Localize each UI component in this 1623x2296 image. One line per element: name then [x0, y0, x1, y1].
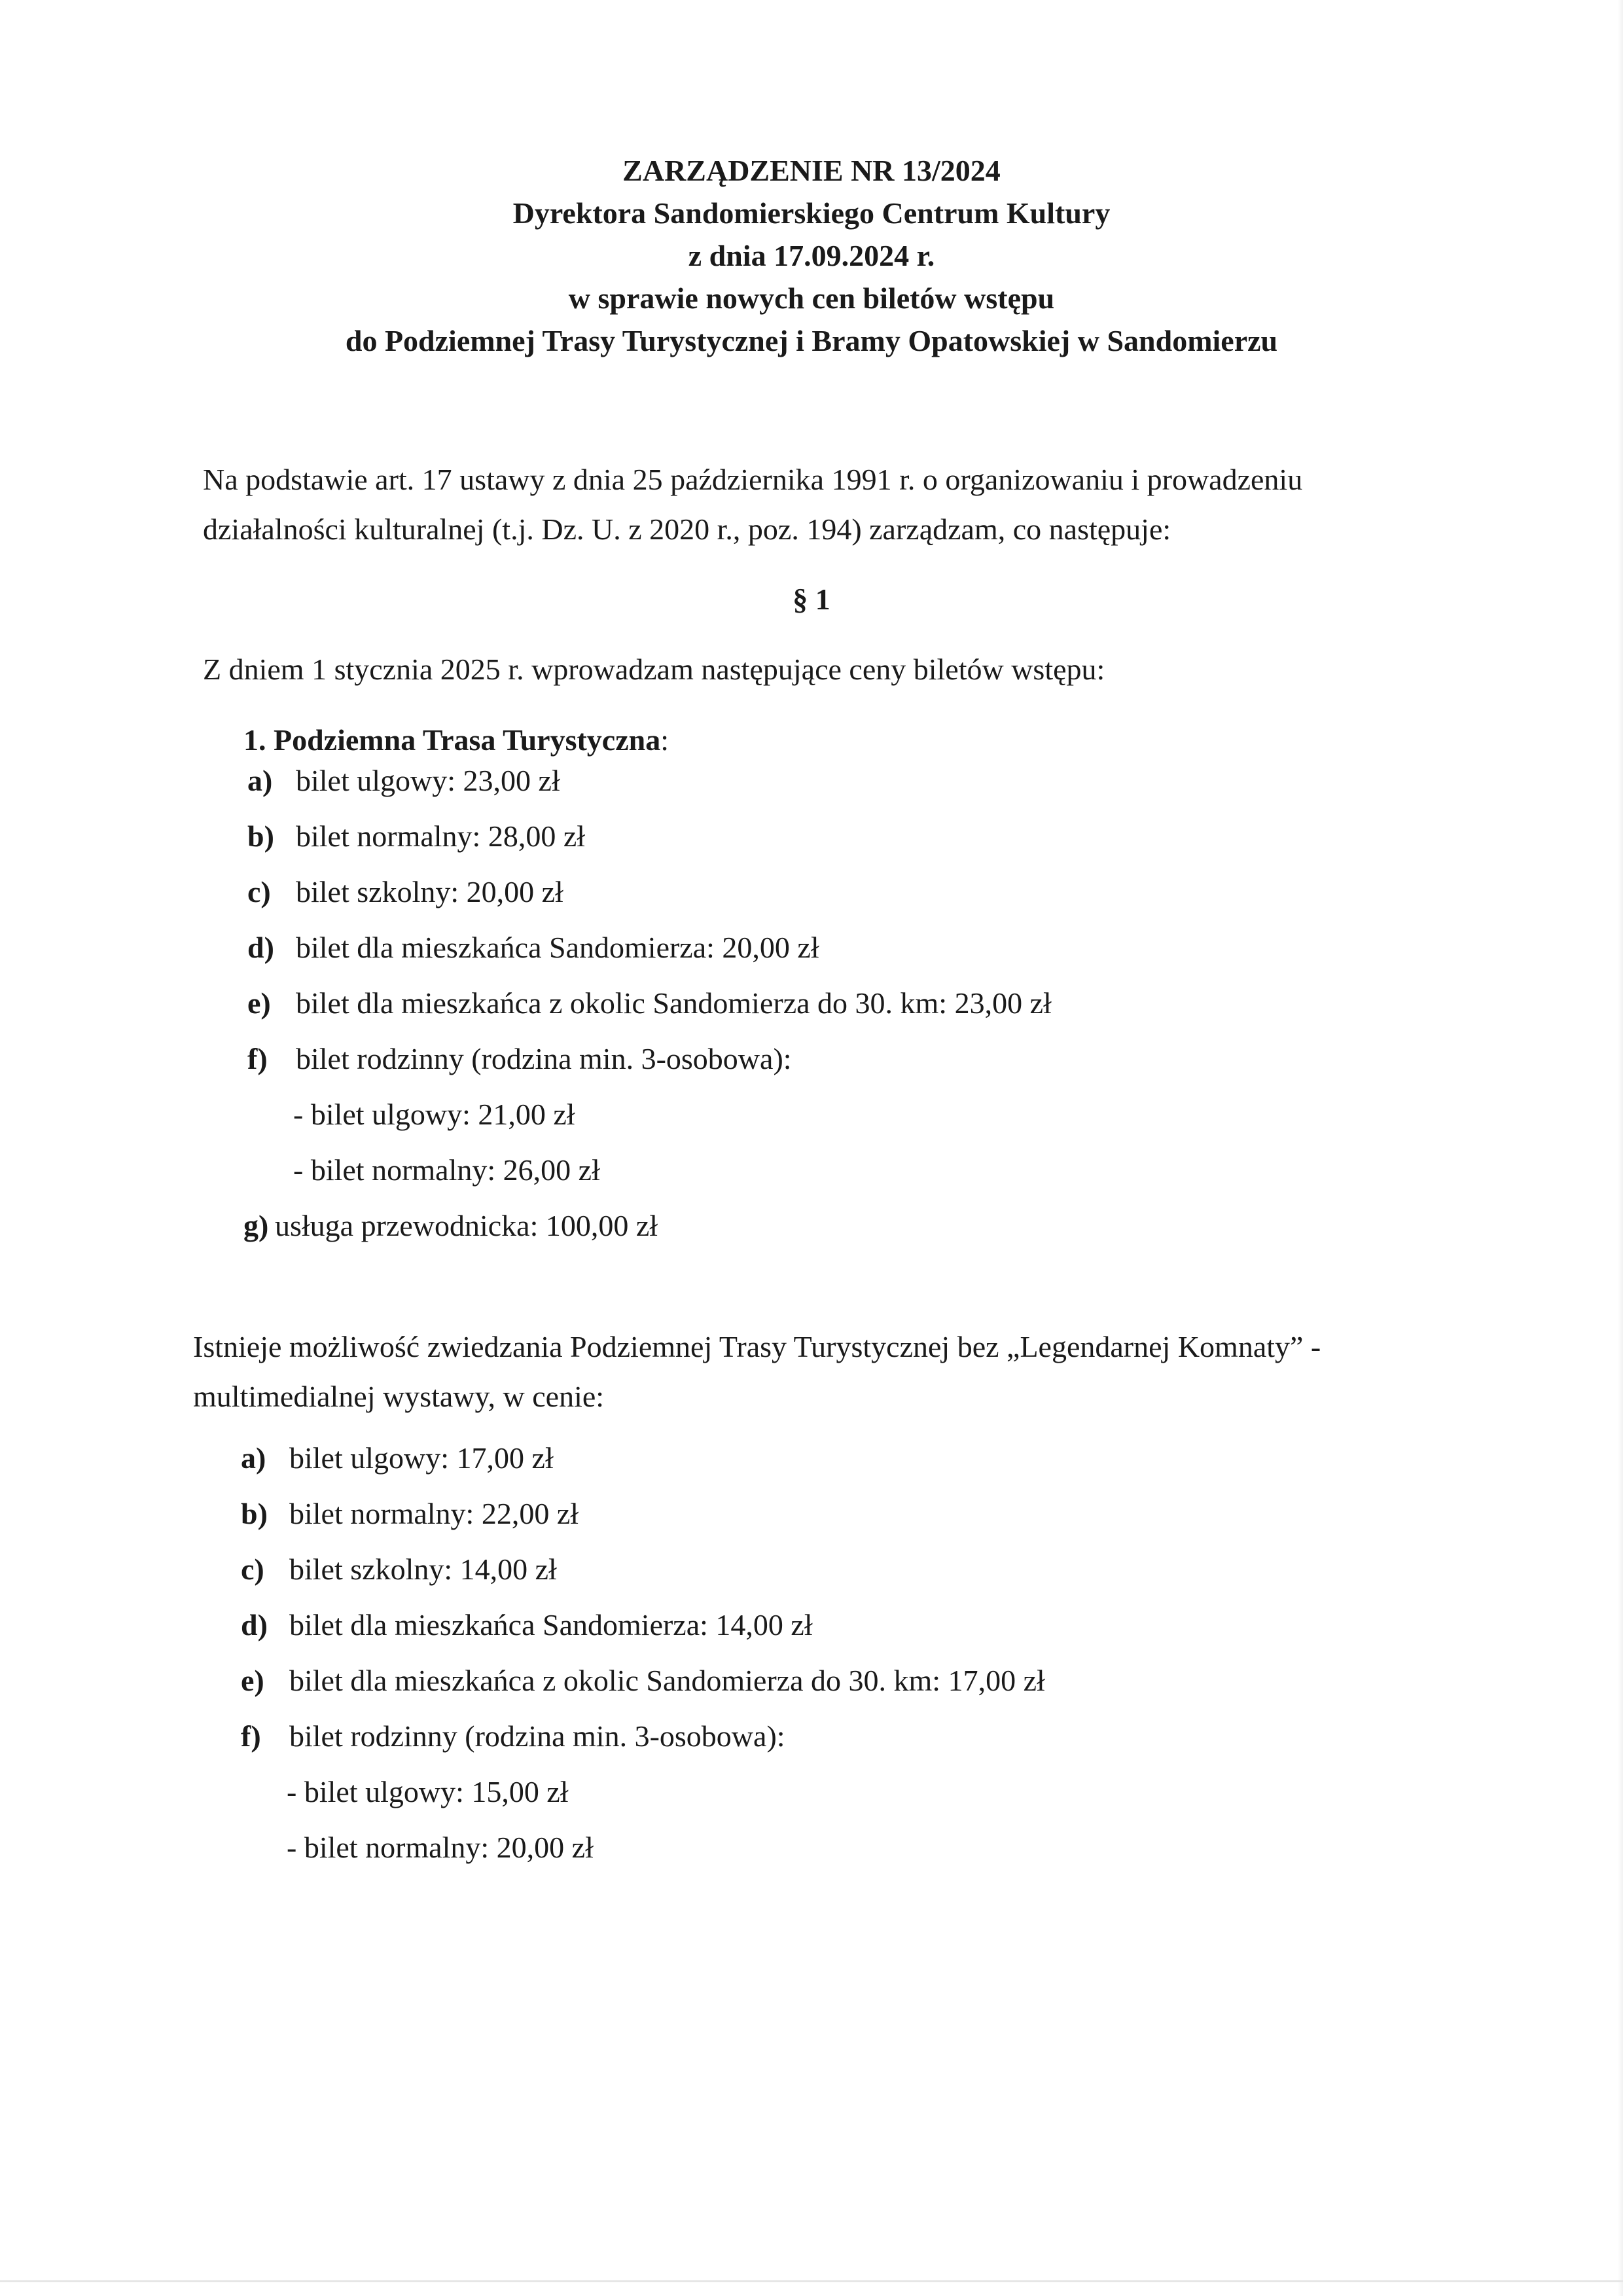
list-item — [247, 818, 585, 855]
list-item — [247, 1041, 792, 1077]
item-letter: f) — [247, 1042, 268, 1075]
item-letter: e) — [241, 1664, 264, 1697]
item-text: bilet rodzinny (rodzina min. 3-osobowa): — [289, 1719, 785, 1753]
section1-colon: : — [660, 723, 669, 757]
title-line-1: ZARZĄDZENIE NR 13/2024 — [622, 154, 1001, 187]
title-line-4: w sprawie nowych cen biletów wstępu — [568, 281, 1055, 315]
item-letter: b) — [247, 819, 274, 853]
title-line-2: Dyrektora Sandomierskiego Centrum Kultury — [512, 196, 1111, 230]
item-text: bilet rodzinny (rodzina min. 3-osobowa): — [296, 1042, 792, 1075]
sub-item: - bilet normalny: 26,00 zł — [293, 1153, 600, 1187]
sub-item: - bilet ulgowy: 21,00 zł — [293, 1098, 575, 1131]
item-text: bilet normalny: 28,00 zł — [296, 819, 586, 853]
document-title — [0, 149, 1623, 362]
list-item — [247, 929, 819, 966]
item-text: bilet dla mieszkańca Sandomierza: 14,00 zł — [289, 1608, 813, 1641]
item-letter: f) — [241, 1719, 261, 1753]
list-item — [247, 874, 563, 910]
sub-item: - bilet ulgowy: 15,00 zł — [287, 1775, 569, 1808]
list-item — [243, 1208, 658, 1244]
section1-title: Podziemna Trasa Turystyczna — [274, 723, 661, 757]
item-text: bilet dla mieszkańca z okolic Sandomierza do 30. km: 23,00 zł — [296, 986, 1052, 1020]
section-sign: § 1 — [793, 583, 830, 616]
item-letter: b) — [241, 1497, 268, 1530]
item-letter: c) — [241, 1552, 264, 1586]
list-item — [241, 1551, 557, 1588]
item-letter: e) — [247, 986, 271, 1020]
section1-heading — [243, 722, 669, 759]
item-text: bilet ulgowy: 23,00 zł — [296, 764, 560, 797]
lead-paragraph: Z dniem 1 stycznia 2025 r. wprowadzam następujące ceny biletów wstępu: — [203, 653, 1105, 686]
item-text: bilet dla mieszkańca Sandomierza: 20,00 zł — [296, 931, 819, 964]
item-text: usługa przewodnicka: 100,00 zł — [275, 1209, 658, 1242]
item-text: bilet szkolny: 20,00 zł — [296, 875, 563, 908]
title-line-3: z dnia 17.09.2024 r. — [688, 239, 935, 272]
item-letter: d) — [247, 931, 274, 964]
scan-bottom-line — [0, 2280, 1623, 2282]
title-line-5: do Podziemnej Trasy Turystycznej i Bramy Opatowskiej w Sandomierzu — [345, 324, 1278, 357]
item-letter: g) — [243, 1209, 269, 1242]
list-item — [241, 1662, 1045, 1699]
item-letter: d) — [241, 1608, 268, 1641]
item-letter: a) — [247, 764, 273, 797]
item-letter: c) — [247, 875, 271, 908]
list-item — [241, 1440, 554, 1477]
section1-number: 1. — [243, 723, 266, 757]
list-item — [241, 1607, 813, 1643]
sub-item: - bilet normalny: 20,00 zł — [287, 1831, 594, 1864]
list-item — [241, 1718, 785, 1755]
item-letter: a) — [241, 1441, 266, 1475]
exhibition-paragraph: Istnieje możliwość zwiedzania Podziemnej Trasy Turystycznej bez „Legendarnej Komnaty” - multimedialnej wystawy, w cenie: — [193, 1330, 1321, 1413]
legal-basis-paragraph: Na podstawie art. 17 ustawy z dnia 25 października 1991 r. o organizowaniu i prowadzeniu działalności kulturalnej (t.j. Dz. U. z 2020 r., poz. 194) zarządzam, co następuje: — [203, 463, 1303, 546]
item-text: bilet normalny: 22,00 zł — [289, 1497, 579, 1530]
item-text: bilet szkolny: 14,00 zł — [289, 1552, 557, 1586]
list-item — [247, 762, 560, 799]
item-text: bilet dla mieszkańca z okolic Sandomierza do 30. km: 17,00 zł — [289, 1664, 1045, 1697]
item-text: bilet ulgowy: 17,00 zł — [289, 1441, 554, 1475]
list-item — [241, 1496, 579, 1532]
page-edge-shadow — [1618, 0, 1623, 2296]
list-item — [247, 985, 1052, 1022]
